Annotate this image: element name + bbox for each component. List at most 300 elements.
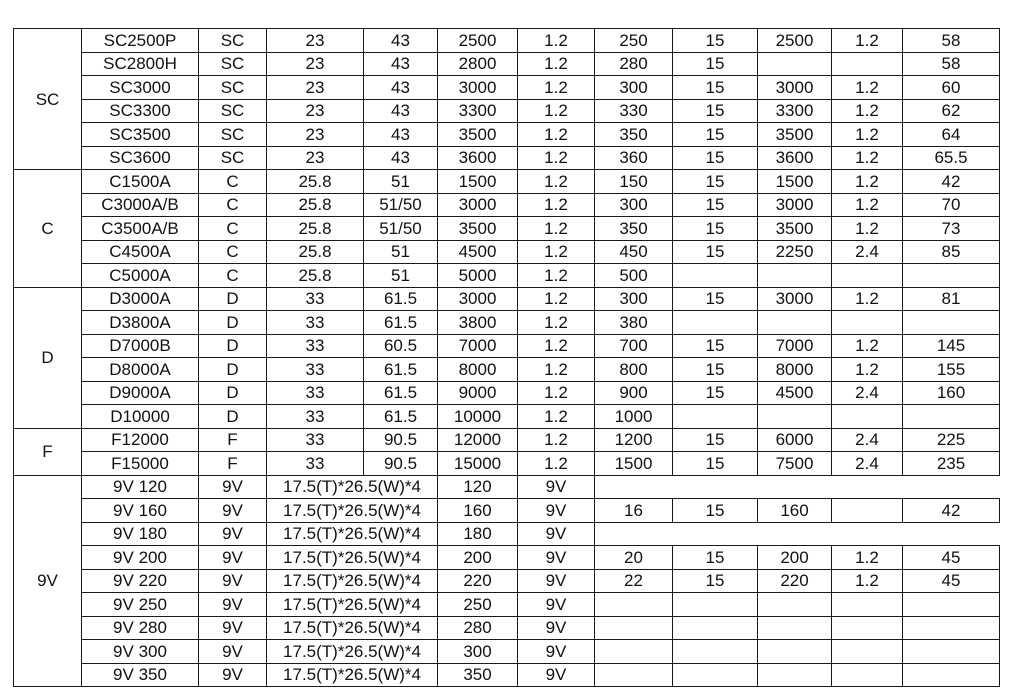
table-cell: 300 bbox=[438, 640, 518, 664]
table-cell: 25.8 bbox=[267, 193, 364, 217]
table-cell: 300 bbox=[595, 76, 673, 100]
table-cell: 17.5(T)*26.5(W)*4 bbox=[267, 522, 438, 546]
table-cell: 1.2 bbox=[832, 546, 903, 570]
table-cell: 17.5(T)*26.5(W)*4 bbox=[267, 546, 438, 570]
table-cell: 380 bbox=[595, 311, 673, 335]
table-cell bbox=[758, 311, 832, 335]
table-cell: F12000 bbox=[82, 428, 199, 452]
table-cell bbox=[673, 264, 758, 288]
table-cell bbox=[673, 405, 758, 429]
table-cell: 800 bbox=[595, 358, 673, 382]
table-cell: 3000 bbox=[758, 287, 832, 311]
table-cell: 9V bbox=[199, 640, 267, 664]
table-cell: 23 bbox=[267, 52, 364, 76]
table-cell: 350 bbox=[595, 123, 673, 147]
table-cell: D bbox=[199, 334, 267, 358]
table-cell: 1200 bbox=[595, 428, 673, 452]
table-cell: 9V 180 bbox=[82, 522, 199, 546]
table-cell: 450 bbox=[595, 240, 673, 264]
battery-spec-table bbox=[13, 28, 1000, 687]
table-cell: SC bbox=[199, 52, 267, 76]
table-cell: 1.2 bbox=[518, 193, 595, 217]
table-cell: 9V bbox=[518, 616, 595, 640]
table-cell: 2250 bbox=[758, 240, 832, 264]
table-cell: 61.5 bbox=[364, 405, 438, 429]
table-cell: 61.5 bbox=[364, 358, 438, 382]
table-cell bbox=[832, 405, 903, 429]
table-cell bbox=[832, 640, 903, 664]
table-cell: 90.5 bbox=[364, 452, 438, 476]
table-cell: 15 bbox=[673, 287, 758, 311]
table-cell: D7000B bbox=[82, 334, 199, 358]
table-cell bbox=[758, 405, 832, 429]
table-cell: 90.5 bbox=[364, 428, 438, 452]
table-cell: 1000 bbox=[595, 405, 673, 429]
table-cell: 43 bbox=[364, 76, 438, 100]
table-cell: 22 bbox=[595, 569, 673, 593]
table-cell: D3800A bbox=[82, 311, 199, 335]
table-cell bbox=[758, 616, 832, 640]
table-cell: C bbox=[199, 240, 267, 264]
table-cell: SC3000 bbox=[82, 76, 199, 100]
table-cell: 43 bbox=[364, 99, 438, 123]
table-cell: 23 bbox=[267, 123, 364, 147]
table-cell: 500 bbox=[595, 264, 673, 288]
table-cell: 7000 bbox=[758, 334, 832, 358]
table-cell: 300 bbox=[595, 193, 673, 217]
table-cell: 3000 bbox=[438, 287, 518, 311]
table-cell: 200 bbox=[758, 546, 832, 570]
table-cell: 64 bbox=[903, 123, 1000, 147]
group-label: F bbox=[14, 428, 82, 475]
table-cell: SC3500 bbox=[82, 123, 199, 147]
table-cell bbox=[758, 663, 832, 687]
table-cell: 17.5(T)*26.5(W)*4 bbox=[267, 569, 438, 593]
table-cell bbox=[673, 593, 758, 617]
table-cell: 150 bbox=[595, 170, 673, 194]
table-cell: 51 bbox=[364, 240, 438, 264]
table-cell: SC2800H bbox=[82, 52, 199, 76]
table-cell: 3500 bbox=[438, 217, 518, 241]
table-cell: C3000A/B bbox=[82, 193, 199, 217]
table-cell: 1.2 bbox=[832, 193, 903, 217]
table-cell: 61.5 bbox=[364, 311, 438, 335]
table-cell: 15 bbox=[673, 546, 758, 570]
table-cell: 3000 bbox=[438, 193, 518, 217]
table-cell: 23 bbox=[267, 76, 364, 100]
table-cell: 15 bbox=[673, 170, 758, 194]
table-cell: 12000 bbox=[438, 428, 518, 452]
table-cell: SC bbox=[199, 99, 267, 123]
table-cell: 8000 bbox=[758, 358, 832, 382]
group-label: SC bbox=[14, 29, 82, 170]
table-cell bbox=[758, 593, 832, 617]
table-cell: 1500 bbox=[758, 170, 832, 194]
table-cell: 6000 bbox=[758, 428, 832, 452]
table-cell bbox=[673, 311, 758, 335]
table-cell bbox=[758, 52, 832, 76]
table-cell: F bbox=[199, 452, 267, 476]
table-cell: 350 bbox=[438, 663, 518, 687]
table-cell: D bbox=[199, 358, 267, 382]
table-cell: 33 bbox=[267, 405, 364, 429]
table-cell: 3500 bbox=[758, 217, 832, 241]
table-cell: 1500 bbox=[438, 170, 518, 194]
table-cell: 1.2 bbox=[518, 428, 595, 452]
table-cell: D bbox=[199, 381, 267, 405]
table-cell: 1.2 bbox=[518, 99, 595, 123]
table-cell: 9V bbox=[518, 499, 595, 523]
table-cell: 16 bbox=[595, 499, 673, 523]
table-cell: C bbox=[199, 217, 267, 241]
table-cell: 220 bbox=[758, 569, 832, 593]
table-cell: 120 bbox=[438, 475, 518, 499]
table-row bbox=[14, 240, 1000, 264]
table-row bbox=[14, 381, 1000, 405]
table-cell: C4500A bbox=[82, 240, 199, 264]
table-cell: 155 bbox=[903, 358, 1000, 382]
table-cell: 350 bbox=[595, 217, 673, 241]
table-cell: 20 bbox=[595, 546, 673, 570]
table-cell: 70 bbox=[903, 193, 1000, 217]
table-cell: 700 bbox=[595, 334, 673, 358]
table-cell: 3000 bbox=[758, 76, 832, 100]
table-cell: 2500 bbox=[758, 29, 832, 53]
table-cell: 1.2 bbox=[832, 287, 903, 311]
table-cell: 9V bbox=[199, 663, 267, 687]
table-cell: 15 bbox=[673, 123, 758, 147]
table-cell: 33 bbox=[267, 358, 364, 382]
table-cell: 45 bbox=[903, 546, 1000, 570]
table-cell bbox=[595, 593, 673, 617]
table-cell: 9V 280 bbox=[82, 616, 199, 640]
table-cell: F15000 bbox=[82, 452, 199, 476]
group-label: 9V bbox=[14, 475, 82, 687]
table-cell: C bbox=[199, 264, 267, 288]
table-cell: 9V 120 bbox=[82, 475, 199, 499]
table-cell: 58 bbox=[903, 29, 1000, 53]
table-cell: 43 bbox=[364, 146, 438, 170]
table-cell bbox=[903, 593, 1000, 617]
table-cell: F bbox=[199, 428, 267, 452]
table-cell: 1.2 bbox=[518, 287, 595, 311]
table-cell: 3600 bbox=[438, 146, 518, 170]
table-cell bbox=[903, 264, 1000, 288]
table-cell: 7000 bbox=[438, 334, 518, 358]
table-cell bbox=[832, 499, 903, 523]
table-cell: 33 bbox=[267, 311, 364, 335]
table-cell bbox=[673, 640, 758, 664]
table-cell: 3500 bbox=[758, 123, 832, 147]
table-cell: 3300 bbox=[438, 99, 518, 123]
table-cell bbox=[595, 640, 673, 664]
table-cell: 15 bbox=[673, 358, 758, 382]
table-cell bbox=[673, 663, 758, 687]
table-row bbox=[14, 616, 1000, 640]
table-cell: C5000A bbox=[82, 264, 199, 288]
table-cell: 3000 bbox=[758, 193, 832, 217]
table-cell bbox=[903, 405, 1000, 429]
empty-cell bbox=[595, 475, 1000, 499]
table-cell: 4500 bbox=[438, 240, 518, 264]
table-cell bbox=[595, 616, 673, 640]
table-cell: SC bbox=[199, 76, 267, 100]
table-row bbox=[14, 76, 1000, 100]
table-cell: 61.5 bbox=[364, 381, 438, 405]
table-row bbox=[14, 29, 1000, 53]
table-cell: 1.2 bbox=[518, 146, 595, 170]
table-cell: 23 bbox=[267, 29, 364, 53]
table-cell: 51 bbox=[364, 170, 438, 194]
table-cell: 10000 bbox=[438, 405, 518, 429]
table-cell: 180 bbox=[438, 522, 518, 546]
table-cell: 1.2 bbox=[518, 52, 595, 76]
table-cell: 225 bbox=[903, 428, 1000, 452]
table-cell: D3000A bbox=[82, 287, 199, 311]
table-cell: 1.2 bbox=[518, 334, 595, 358]
table-row bbox=[14, 123, 1000, 147]
table-row bbox=[14, 99, 1000, 123]
table-cell: D bbox=[199, 405, 267, 429]
table-cell bbox=[758, 264, 832, 288]
table-cell: 15 bbox=[673, 76, 758, 100]
table-cell bbox=[903, 663, 1000, 687]
table-cell: 9V bbox=[518, 640, 595, 664]
table-cell: 61.5 bbox=[364, 287, 438, 311]
table-cell: 1.2 bbox=[518, 264, 595, 288]
table-cell: 1.2 bbox=[832, 334, 903, 358]
table-row bbox=[14, 193, 1000, 217]
table-cell: D10000 bbox=[82, 405, 199, 429]
table-cell: 15 bbox=[673, 381, 758, 405]
table-cell: 9000 bbox=[438, 381, 518, 405]
table-cell: 51/50 bbox=[364, 217, 438, 241]
table-cell bbox=[758, 640, 832, 664]
table-cell: 1.2 bbox=[832, 170, 903, 194]
table-row bbox=[14, 311, 1000, 335]
table-cell: 9V bbox=[199, 522, 267, 546]
table-cell bbox=[903, 616, 1000, 640]
table-cell: 9V 250 bbox=[82, 593, 199, 617]
table-cell: 15 bbox=[673, 428, 758, 452]
table-cell bbox=[673, 616, 758, 640]
table-cell: 23 bbox=[267, 99, 364, 123]
table-cell: 7500 bbox=[758, 452, 832, 476]
table-cell: 9V bbox=[199, 616, 267, 640]
table-cell: 43 bbox=[364, 52, 438, 76]
table-row bbox=[14, 475, 1000, 499]
table-row bbox=[14, 170, 1000, 194]
table-cell: 9V bbox=[518, 663, 595, 687]
table-cell: 3600 bbox=[758, 146, 832, 170]
table-cell: 9V 220 bbox=[82, 569, 199, 593]
table-cell: 3000 bbox=[438, 76, 518, 100]
table-cell: 15 bbox=[673, 193, 758, 217]
table-cell: 250 bbox=[438, 593, 518, 617]
table-cell: 1.2 bbox=[832, 146, 903, 170]
table-cell: 15 bbox=[673, 99, 758, 123]
table-cell: 85 bbox=[903, 240, 1000, 264]
table-cell: 8000 bbox=[438, 358, 518, 382]
table-cell: SC bbox=[199, 29, 267, 53]
table-cell bbox=[832, 663, 903, 687]
table-cell: 235 bbox=[903, 452, 1000, 476]
table-cell: 250 bbox=[595, 29, 673, 53]
table-cell: 9V bbox=[199, 546, 267, 570]
table-cell bbox=[832, 311, 903, 335]
table-cell: 15 bbox=[673, 452, 758, 476]
table-cell: 280 bbox=[438, 616, 518, 640]
table-cell: 1.2 bbox=[518, 170, 595, 194]
table-cell: 25.8 bbox=[267, 217, 364, 241]
group-label: D bbox=[14, 287, 82, 428]
table-cell: 58 bbox=[903, 52, 1000, 76]
table-cell: 15 bbox=[673, 146, 758, 170]
table-cell: SC2500P bbox=[82, 29, 199, 53]
table-cell: 220 bbox=[438, 569, 518, 593]
table-cell: 9V 350 bbox=[82, 663, 199, 687]
table-cell: 17.5(T)*26.5(W)*4 bbox=[267, 640, 438, 664]
table-cell: 42 bbox=[903, 499, 1000, 523]
table-cell: 1.2 bbox=[518, 381, 595, 405]
table-cell: C bbox=[199, 193, 267, 217]
table-cell: 65.5 bbox=[903, 146, 1000, 170]
table-cell: 15 bbox=[673, 499, 758, 523]
table-cell: 1.2 bbox=[518, 76, 595, 100]
table-cell: 9V bbox=[199, 593, 267, 617]
table-cell: 62 bbox=[903, 99, 1000, 123]
table-cell: 15000 bbox=[438, 452, 518, 476]
table-cell: 9V bbox=[199, 499, 267, 523]
table-body bbox=[14, 29, 1000, 687]
table-cell: 17.5(T)*26.5(W)*4 bbox=[267, 475, 438, 499]
table-cell: 23 bbox=[267, 146, 364, 170]
table-cell: SC bbox=[199, 146, 267, 170]
table-cell: 145 bbox=[903, 334, 1000, 358]
table-cell: 360 bbox=[595, 146, 673, 170]
table-cell: 33 bbox=[267, 287, 364, 311]
table-cell: 9V bbox=[518, 569, 595, 593]
table-cell: 9V bbox=[518, 522, 595, 546]
table-cell: 2800 bbox=[438, 52, 518, 76]
table-cell: 2.4 bbox=[832, 428, 903, 452]
table-cell: 15 bbox=[673, 240, 758, 264]
table-cell: 25.8 bbox=[267, 264, 364, 288]
table-cell bbox=[832, 593, 903, 617]
table-row bbox=[14, 217, 1000, 241]
table-cell: 2.4 bbox=[832, 452, 903, 476]
table-cell: C3500A/B bbox=[82, 217, 199, 241]
table-cell: 51/50 bbox=[364, 193, 438, 217]
table-cell: 43 bbox=[364, 123, 438, 147]
table-row bbox=[14, 569, 1000, 593]
table-cell: 9V 200 bbox=[82, 546, 199, 570]
table-cell: SC3300 bbox=[82, 99, 199, 123]
table-cell: 9V 160 bbox=[82, 499, 199, 523]
table-cell: 60 bbox=[903, 76, 1000, 100]
table-cell: 1500 bbox=[595, 452, 673, 476]
table-cell: 1.2 bbox=[518, 452, 595, 476]
table-cell: 9V bbox=[518, 475, 595, 499]
table-cell: D9000A bbox=[82, 381, 199, 405]
table-cell: 33 bbox=[267, 452, 364, 476]
table-cell: 2.4 bbox=[832, 240, 903, 264]
table-cell: 2.4 bbox=[832, 381, 903, 405]
table-cell: 1.2 bbox=[832, 358, 903, 382]
table-row bbox=[14, 452, 1000, 476]
table-cell: 15 bbox=[673, 29, 758, 53]
table-cell: D8000A bbox=[82, 358, 199, 382]
table-row bbox=[14, 264, 1000, 288]
table-cell: 160 bbox=[903, 381, 1000, 405]
table-cell: 17.5(T)*26.5(W)*4 bbox=[267, 499, 438, 523]
table-cell: 330 bbox=[595, 99, 673, 123]
table-cell: 1.2 bbox=[832, 217, 903, 241]
table-cell: 1.2 bbox=[518, 358, 595, 382]
table-cell: 17.5(T)*26.5(W)*4 bbox=[267, 593, 438, 617]
table-row bbox=[14, 52, 1000, 76]
table-cell: 15 bbox=[673, 334, 758, 358]
table-cell: 15 bbox=[673, 569, 758, 593]
table-cell: 3800 bbox=[438, 311, 518, 335]
table-cell: 1.2 bbox=[832, 99, 903, 123]
table-cell: 33 bbox=[267, 381, 364, 405]
table-cell bbox=[903, 640, 1000, 664]
table-row bbox=[14, 287, 1000, 311]
table-cell: C1500A bbox=[82, 170, 199, 194]
table-cell: 9V bbox=[199, 569, 267, 593]
table-cell: 81 bbox=[903, 287, 1000, 311]
table-cell: 25.8 bbox=[267, 170, 364, 194]
table-cell: C bbox=[199, 170, 267, 194]
table-row bbox=[14, 405, 1000, 429]
table-row bbox=[14, 663, 1000, 687]
table-cell: 43 bbox=[364, 29, 438, 53]
table-row bbox=[14, 522, 1000, 546]
table-cell: 900 bbox=[595, 381, 673, 405]
table-cell: 25.8 bbox=[267, 240, 364, 264]
table-cell: 1.2 bbox=[832, 123, 903, 147]
table-cell: 15 bbox=[673, 217, 758, 241]
table-cell: 4500 bbox=[758, 381, 832, 405]
table-cell: 33 bbox=[267, 428, 364, 452]
group-label: C bbox=[14, 170, 82, 288]
table-cell: 1.2 bbox=[518, 240, 595, 264]
table-cell bbox=[832, 52, 903, 76]
table-cell: 2500 bbox=[438, 29, 518, 53]
table-row bbox=[14, 640, 1000, 664]
table-cell: 60.5 bbox=[364, 334, 438, 358]
table-cell bbox=[903, 311, 1000, 335]
table-cell: 17.5(T)*26.5(W)*4 bbox=[267, 616, 438, 640]
table-cell: 160 bbox=[438, 499, 518, 523]
table-cell bbox=[595, 663, 673, 687]
table-row bbox=[14, 358, 1000, 382]
empty-cell bbox=[595, 522, 1000, 546]
table-row bbox=[14, 546, 1000, 570]
table-row bbox=[14, 428, 1000, 452]
table-cell: 9V 300 bbox=[82, 640, 199, 664]
table-cell: 200 bbox=[438, 546, 518, 570]
table-cell: 5000 bbox=[438, 264, 518, 288]
table-cell: 33 bbox=[267, 334, 364, 358]
table-cell: 45 bbox=[903, 569, 1000, 593]
table-cell bbox=[832, 616, 903, 640]
table-cell: 1.2 bbox=[832, 29, 903, 53]
table-cell: SC bbox=[199, 123, 267, 147]
table-row bbox=[14, 593, 1000, 617]
table-cell: 1.2 bbox=[518, 123, 595, 147]
